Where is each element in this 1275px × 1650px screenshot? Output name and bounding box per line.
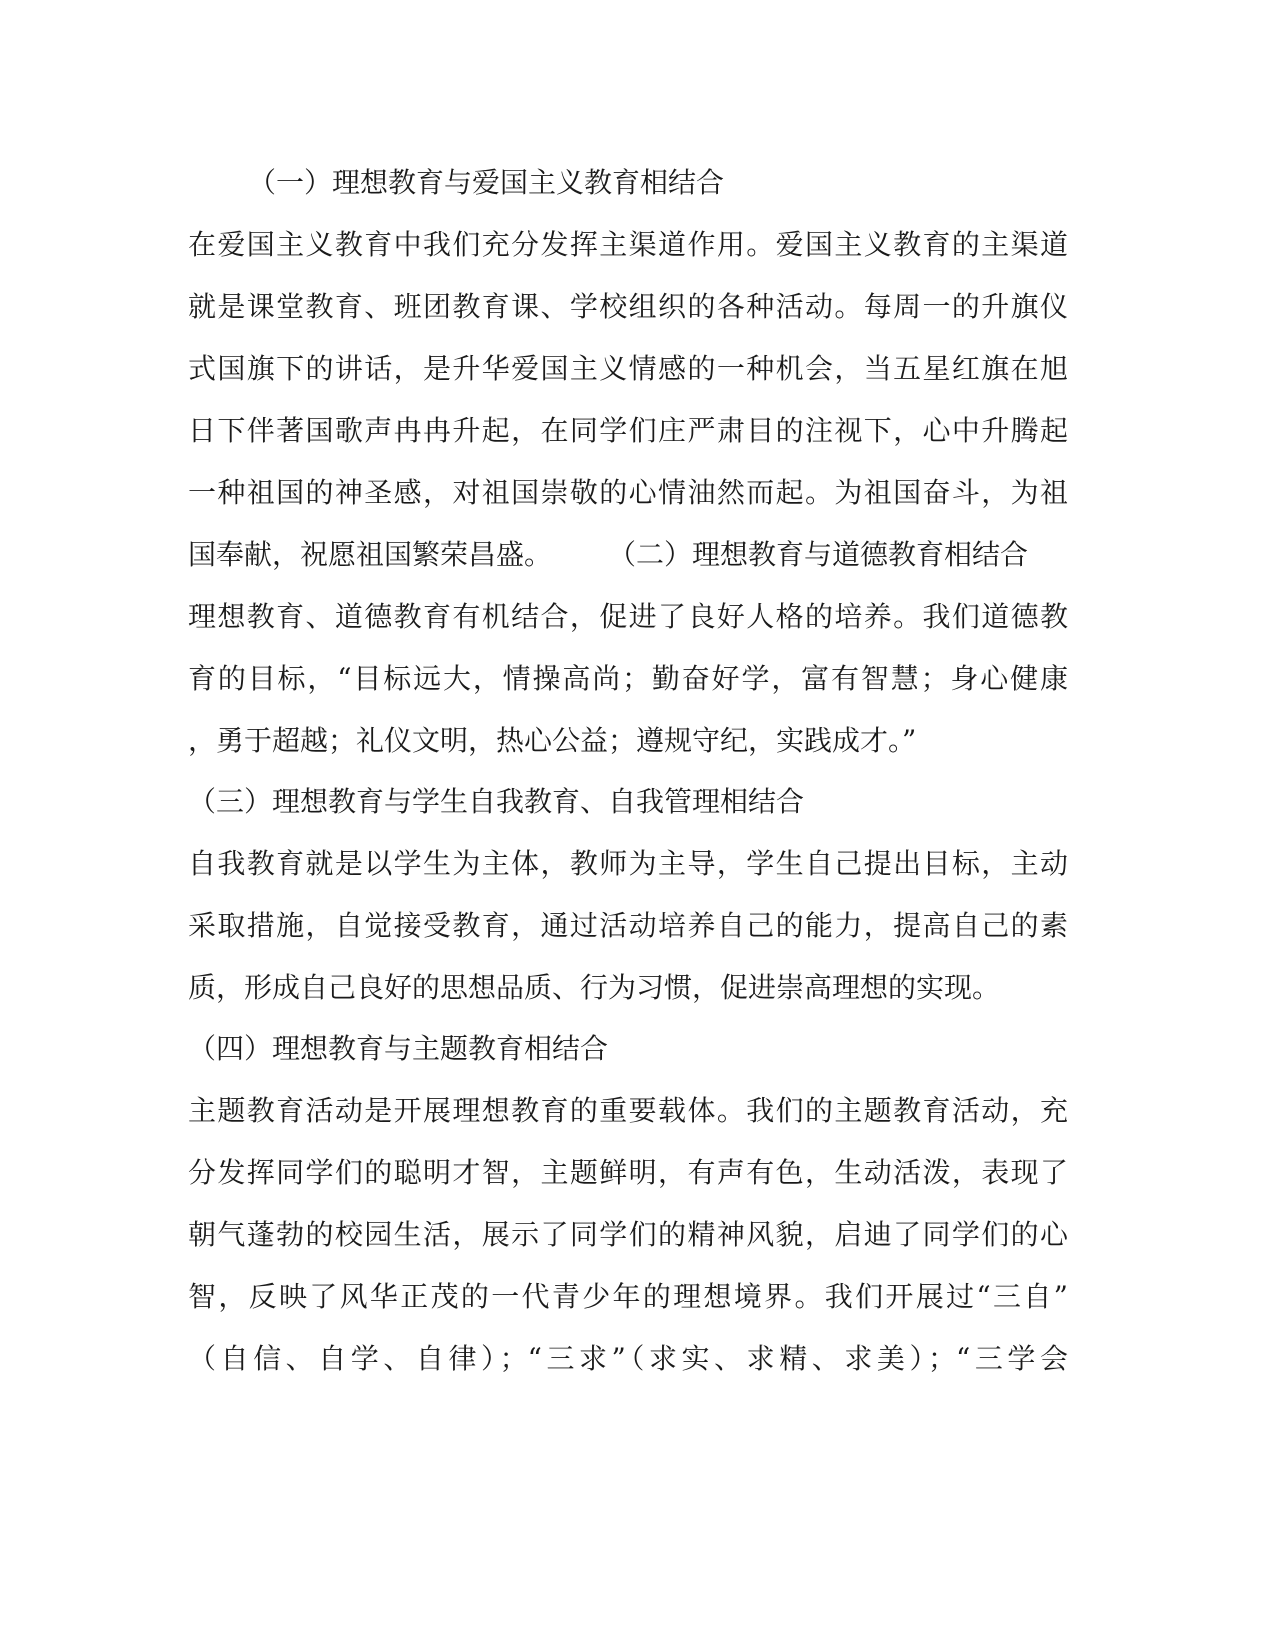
paragraph-line: 育的目标，“目标远大，情操高尚；勤奋好学，富有智慧；身心健康: [188, 662, 1068, 695]
paragraph-line: 主题教育活动是开展理想教育的重要载体。我们的主题教育活动，充: [188, 1094, 1068, 1127]
paragraph-line: 智，反映了风华正茂的一代青少年的理想境界。我们开展过“三自”: [188, 1280, 1068, 1313]
paragraph-line: 就是课堂教育、班团教育课、学校组织的各种活动。每周一的升旗仪: [188, 290, 1068, 323]
paragraph-line: 一种祖国的神圣感，对祖国崇敬的心情油然而起。为祖国奋斗，为祖: [188, 476, 1068, 509]
section-heading-2: （二）理想教育与道德教育相结合: [608, 538, 1029, 571]
paragraph-line-mixed: [188, 535, 1068, 575]
section-heading-1: （一）理想教育与爱国主义教育相结合: [248, 166, 725, 199]
section-heading-4: （四）理想教育与主题教育相结合: [188, 1032, 609, 1065]
paragraph-line: 在爱国主义教育中我们充分发挥主渠道作用。爱国主义教育的主渠道: [188, 228, 1068, 261]
paragraph-line: ，勇于超越；礼仪文明，热心公益；遵规守纪，实践成才。”: [188, 724, 917, 757]
paragraph-line: 自我教育就是以学生为主体，教师为主导，学生自己提出目标，主动: [188, 847, 1068, 880]
paragraph-line: 分发挥同学们的聪明才智，主题鲜明，有声有色，生动活泼，表现了: [188, 1156, 1068, 1189]
paragraph-line: 式国旗下的讲话，是升华爱国主义情感的一种机会，当五星红旗在旭: [188, 352, 1068, 385]
paragraph-line: 日下伴著国歌声冉冉升起，在同学们庄严肃目的注视下，心中升腾起: [188, 414, 1068, 447]
paragraph-line-end: 国奉献，祝愿祖国繁荣昌盛。: [188, 538, 553, 571]
paragraph-line: 理想教育、道德教育有机结合，促进了良好人格的培养。我们道德教: [188, 600, 1068, 633]
paragraph-line: 朝气蓬勃的校园生活，展示了同学们的精神风貌，启迪了同学们的心: [188, 1218, 1068, 1251]
paragraph-line: 质，形成自己良好的思想品质、行为习惯，促进崇高理想的实现。: [188, 971, 1001, 1004]
section-heading-3: （三）理想教育与学生自我教育、自我管理相结合: [188, 785, 805, 818]
paragraph-line: 采取措施，自觉接受教育，通过活动培养自己的能力，提高自己的素: [188, 909, 1068, 942]
paragraph-line: （自信、自学、自律）；“三求”（求实、求精、求美）；“三学会: [188, 1342, 1068, 1375]
